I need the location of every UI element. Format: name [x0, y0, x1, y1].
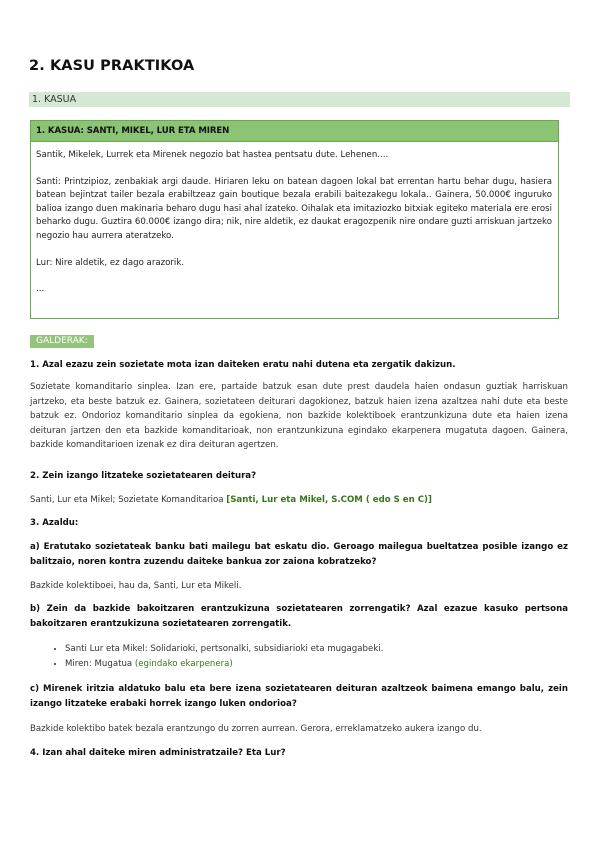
question-3c: c) Mirenek iritzia aldatuko balu eta bere izena sozietatearen deituran azaltzeok baimena emango balu, zein izango litzateke erabaki horrek izango luken ondorioa?: [30, 684, 568, 709]
question-1: 1. Azal ezazu zein sozietate mota izan daiteken eratu nahi dutena eta zergatik dakizun.: [30, 360, 456, 370]
list-item: [65, 642, 565, 657]
page-title: 2. KASU PRAKTIKOA: [29, 58, 195, 74]
case-paragraph: Santi: Printzipioz, zenbakiak argi daude. Hiriaren leku on batean dagoen lokal bat errentan hartu behar dugu, hasiera batean bejintzat tailer bezala erabiltzeaz gain boutique bezala erabili baitezakegu lokala.. Gainera, 50.000€ inguruko balioa izango duen makinaria beharo dugu hasi ahal izateko. Oihalak eta imitaziozko bitxiak egiteko materiala ere erosi beharko dugu. Guztira 60.000€ izango dira; nik, nire aldetik, ez daukat eragozpenik nire ondare guzti arriskuan jartzeko negozio hau aurrera ateratzeko.: [36, 176, 552, 241]
answer-2-highlight: [Santi, Lur eta Mikel, S.COM ( edo S en C)]: [226, 495, 432, 505]
list-item-highlight: (egindako ekarpenera): [134, 659, 233, 669]
case-body: [31, 142, 558, 297]
list-item-text: Santi Lur eta Mikel: Solidarioki, pertsonalki, subsidiarioki eta mugagabeki.: [65, 644, 384, 654]
case-paragraph: Lur: Nire aldetik, ez dago arazorik.: [36, 257, 185, 268]
list-item: [65, 657, 565, 672]
question-3b: b) Zein da bazkide bakoitzaren erantzukizuna sozietatearen zorrengatik? Azal ezazue kasuko pertsona bakoitzaren erantzukizuna sozietatearen zorrengatik.: [30, 604, 568, 629]
section-heading: 1. KASUA: [29, 92, 570, 107]
question-3-heading: 3. Azaldu:: [30, 518, 79, 528]
answer-1: Sozietate komanditario sinplea. Izan ere, partaide batzuk esan dute prest daudela haien ondasun guztiak harriskuan jartzeko, eta beste batzuk ez. Gainera, sozietateen deiturari dagokionez, batzuk haien izena azaltzea nahi dute eta beste batzuk ez. Ondorioz komanditario sinplea da egokiena, non bazkide kolektiboek erantzunkizuna dute eta haien izena deituran jartzen den eta bazkide komanditarioak, non erantzunkizuna egindako ekarpenera mugatuta dagoen. Gainera, bazkide komanditarioen izenak ez dira deituran agertzen.: [30, 382, 568, 450]
case-paragraph: ...: [36, 284, 45, 295]
question-2: 2. Zein izango litzateke sozietatearen deitura?: [30, 471, 257, 481]
list-item-text: Miren: Mugatua: [65, 659, 133, 669]
answer-3a: Bazkide kolektiboei, hau da, Santi, Lur eta Mikeli.: [30, 581, 242, 591]
answer-2: [30, 493, 568, 508]
answer-3b-list: [55, 642, 565, 672]
question-4: 4. Izan ahal daiteke miren administratzaile? Eta Lur?: [30, 748, 286, 758]
case-box: [30, 120, 559, 319]
case-header: 1. KASUA: SANTI, MIKEL, LUR ETA MIREN: [31, 121, 558, 142]
question-3a: a) Eratutako sozietateak banku bati mailegu bat eskatu dio. Geroago mailegua bueltatzea posible izango ez balitzaio, noren kontra zuzendu daiteke bankua zor zaiona kobratzeko?: [30, 542, 568, 567]
case-paragraph: Santik, Mikelek, Lurrek eta Mirenek negozio bat hastea pentsatu dute. Lehenen....: [36, 150, 389, 160]
answer-3c: Bazkide kolektibo batek bezala erantzungo du zorren aurrean. Gerora, erreklamatzeko aukera izango du.: [30, 724, 482, 734]
questions-tag: GALDERAK:: [30, 335, 94, 348]
answer-2-text: Santi, Lur eta Mikel; Sozietate Komanditarioa: [30, 495, 224, 505]
